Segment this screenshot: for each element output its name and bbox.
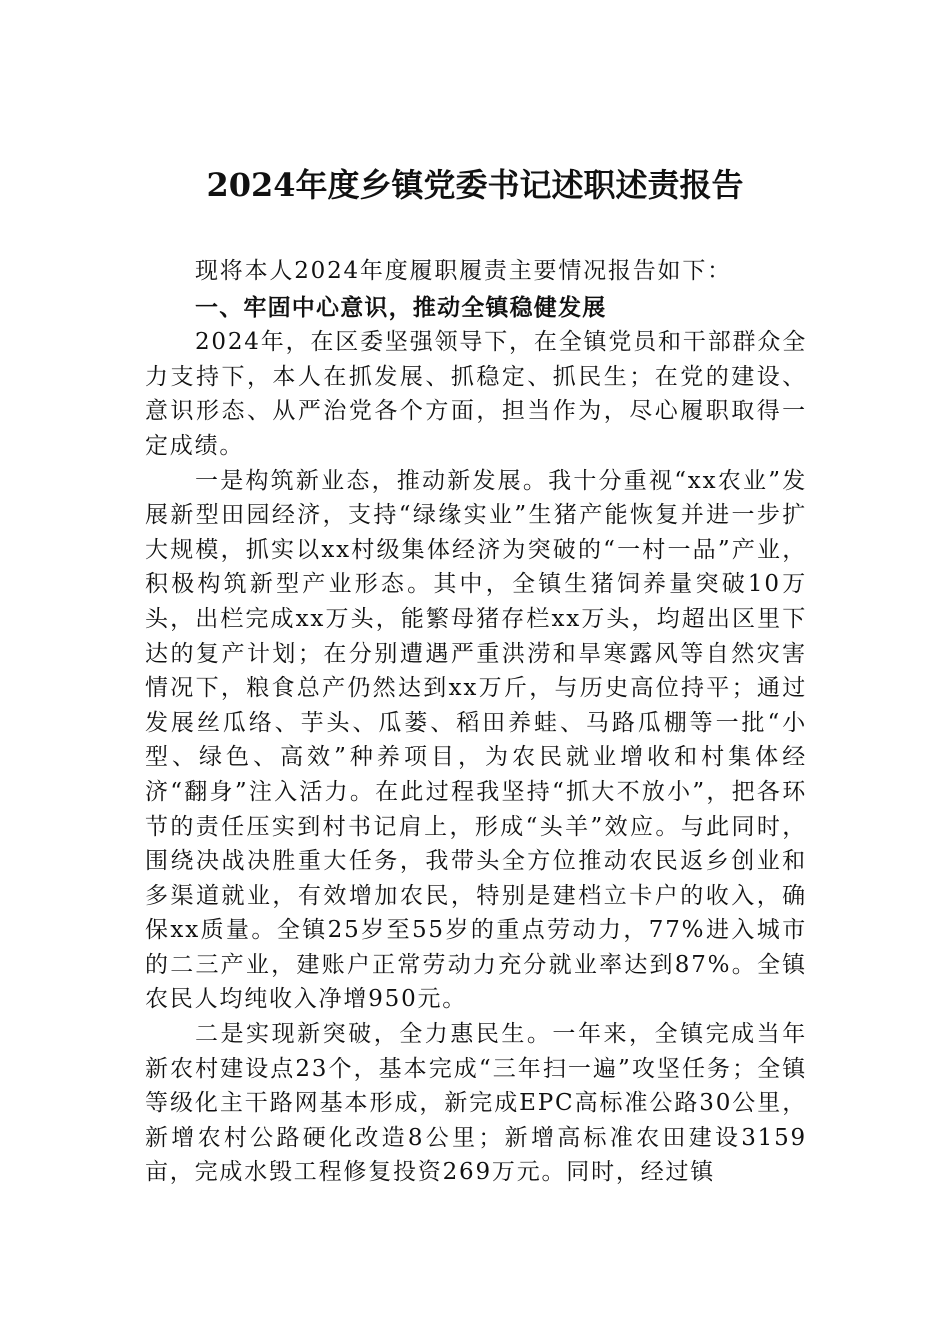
body-paragraph-new-industry: 一是构筑新业态，推动新发展。我十分重视“xx农业”发展新型田园经济，支持“绿缘实业”生猪产能恢复并进一步扩大规模，抓实以xx村级集体经济为突破的“一村一品”产业，积极构筑新型产业形态。其中，全镇生猪饲养量突破10万头，出栏完成xx万头，能繁母猪存栏xx万头，均超出区里下达的复产计划；在分别遭遇严重洪涝和旱寒露风等自然灾害情况下，粮食总产仍然达到xx万斤，与历史高位持平；通过发展丝瓜络、芋头、瓜蒌、稻田养蛙、马路瓜棚等一批“小型、绿色、高效”种养项目，为农民就业增收和村集体经济“翻身”注入活力。在此过程我坚持“抓大不放小”，把各环节的责任压实到村书记肩上，形成“头羊”效应。与此同时，围绕决战决胜重大任务，我带头全方位推动农民返乡创业和多渠道就业，有效增加农民，特别是建档立卡户的收入，确保xx质量。全镇25岁至55岁的重点劳动力，77%进入城市的二三产业，建账户正常劳动力充分就业率达到87%。全镇农民人均纯收入净增950元。 bbox=[145, 467, 807, 1013]
intro-paragraph: 现将本人2024年度履职履责主要情况报告如下： bbox=[195, 258, 732, 284]
document-body bbox=[145, 254, 807, 1190]
body-paragraph-summary: 2024年，在区委坚强领导下，在全镇党员和干部群众全力支持下，本人在抓发展、抓稳定、抓民生；在党的建设、意识形态、从严治党各个方面，担当作为，尽心履职取得一定成绩。 bbox=[145, 329, 807, 459]
body-paragraph-livelihood: 二是实现新突破，全力惠民生。一年来，全镇完成当年新农村建设点23个，基本完成“三年扫一遍”攻坚任务；全镇等级化主干路网基本形成，新完成EPC高标准公路30公里，新增农村公路硬化改造8公里；新增高标准农田建设3159亩，完成水毁工程修复投资269万元。同时，经过镇 bbox=[145, 1021, 807, 1186]
section-heading: 一、牢固中心意识，推动全镇稳健发展 bbox=[195, 294, 607, 321]
document-title: 2024年度乡镇党委书记述职述责报告 bbox=[206, 166, 744, 204]
